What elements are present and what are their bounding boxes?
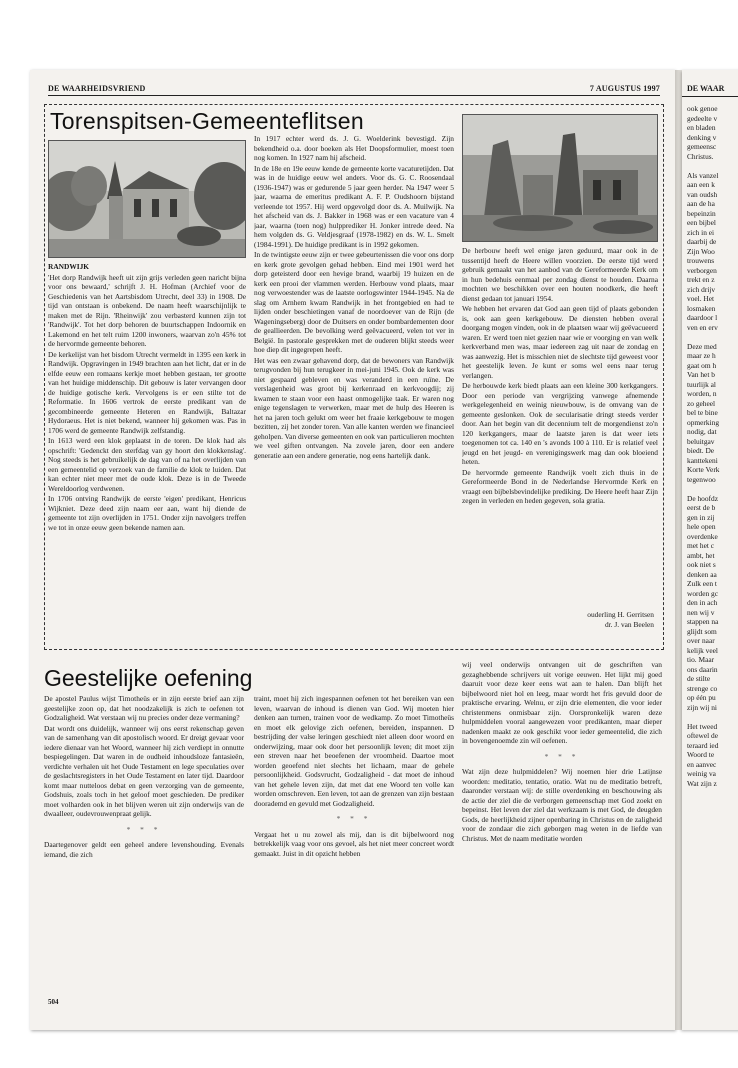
next-page-line: biedt. De [687, 446, 715, 455]
signature-author-2: dr. J. van Beelen [604, 619, 654, 629]
church-photo-randwijk [48, 140, 246, 258]
next-page-line: Zijn Woo [687, 246, 715, 256]
section-paragraph: Daartegenover geldt een geheel andere levenshouding. Evenals iemand, die zich [44, 840, 244, 859]
article-paragraph: In 1613 werd een klok geplaatst in de toren. De klok had als opschrift: 'Gedenckt den sterfdag van gy hoort den klokkenslag'. Nog steeds is het gebruikelijk de dag van of na het overlijden van een gemeentelid op verzoek van de familie de klok te luiden. Dat kan echter niet meer met de oude klok. Deze is in de Tweede Wereldoorlog verdwenen. [48, 436, 246, 493]
next-page-line: Woord te [687, 750, 715, 759]
article-paragraph: In 1917 echter werd ds. J. G. Woelderink bevestigd. Zijn bekendheid o.a. door boeken als Het Doopsformulier, moest toen nog komen. In 1927 nam hij afscheid. [254, 134, 454, 162]
signature-author-1: ouderling H. Gerritsen [587, 610, 654, 619]
next-page-line: en bladen [687, 123, 716, 132]
article-paragraph: 'Het dorp Randwijk heeft uit zijn grijs verleden geen naricht bijna voor ons bewaard,' schrijft J. H. Hofman (Archief voor de Geschiedenis van het Aartsbisdom Utrecht, deel 33) in 1908. De tijd van ontstaan is onbekend. De naam heeft waarschijnlijk te maken met de Rijn. 'Rheinwijk' zou verbasterd kunnen zijn tot 'Randwijk'. Tot het dorp behoren de buurtschappen Indoornik en Lakemond en het telt ruim 1200 inwoners, waarvan zo'n 45% tot de hervormde gemeente behoren. [48, 272, 246, 348]
next-page-line: denken aa [687, 569, 717, 579]
article-title: Torenspitsen-Gemeenteflitsen [50, 108, 364, 134]
next-page-line: gedeelte v [687, 113, 718, 123]
next-page-line: nodig, dat [687, 427, 717, 436]
next-page-line: nen wij v [687, 607, 715, 617]
article-paragraph: De kerkelijst van het bisdom Utrecht vermeldt in 1395 een kerk in Randwijk. Opgravingen in 1949 brachten aan het licht, dat er in de elfde eeuw een romaans kerkje moet hebben gestaan, ter grootte van het huidige middenschip. Dit gebouw is later vervangen door de huidige gotische kerk. Vervolgens is er een stilte tot de Reformatie. In 1606 vertrok de eerste predikant van de gecombineerde gemeente Heteren en Randwijk, Baltazar Hydoraeus. Het is niet bekend, wanneer hij gekomen was. Pas in 1706 werd de gemeente Randwijk zelfstandig. [48, 349, 246, 435]
next-page-line: ven en erv [687, 322, 718, 332]
section-column-3 [462, 660, 662, 990]
next-page-line: Van het b [687, 370, 715, 379]
next-page-line: Korte Verk [687, 465, 720, 474]
next-page-line: zich drijv [687, 284, 716, 294]
next-page-line: voel. Het [687, 294, 715, 303]
next-page-line: glijdt som [687, 626, 717, 636]
next-page-line: en aanvec [687, 759, 717, 769]
next-page-line: Zulk een t [687, 579, 717, 588]
next-page-line: Als vanzel [687, 170, 719, 180]
next-page-line: bel te bine [687, 408, 718, 417]
section-column-1 [44, 694, 244, 990]
next-page-line: over naar [687, 636, 715, 645]
next-page-line: teraard ied [687, 740, 719, 750]
article-paragraph: In de twintigste eeuw zijn er twee gebeurtenissen die voor ons dorp en kerk grote gevolgen gehad hebben. Eind mei 1901 werd het dorp geteisterd door een hevige brand, waarbij 19 huizen en de kerk een prooi der vlammen werden. Herbouw vond plaats, maar nog verwoestender was de laatste oorlogswinter 1944-1945. Na de slag om Arnhem kwam Randwijk in het frontgebied en had te lijden onder beschietingen vanaf de noordoever van de Rijn (de Wageningseberg) door de Duitsers en onder bombardementen door de geallieerden. De bevolking werd geëvacueerd, velen tot ver in België. In pastorale gesprekken met de ouderen blijkt steeds weer hoe diep dit ingegrepen heeft. [254, 250, 454, 354]
next-page-line: maar ze h [687, 351, 716, 360]
next-page-line: overdenke [687, 531, 718, 541]
section-paragraph: Vergaat het u nu zowel als mij, dan is dit bijbelwoord nog betrekkelijk vaag voor ons gevoel, als het niet meer concreet wordt gemaakt. Juist in dit opzicht hebben [254, 829, 454, 858]
next-page-line: stappen na [687, 617, 719, 626]
article-paragraph: We hebben het ervaren dat God aan geen tijd of plaats gebonden is, ook aan geen kerkgebouw. De diensten hebben overal doorgang mogen vinden, ook in de plaatsen waar wij geëvacueerd waren. Er werd toen niet gezien naar wie er voorging en van welk kerkverband men was, maar iedereen zag uit naar de zondag en was aanwezig. Het is misschien niet de slechtste tijd geweest voor het geestelijk leven. Je kunt er soms wel eens naar terug verlangen. [462, 304, 658, 380]
next-page-line: daardoor l [687, 313, 718, 322]
next-page-line: zijn wij ni [687, 702, 717, 712]
next-page-line: gen in zij [687, 512, 715, 522]
article-signature [462, 610, 654, 629]
next-page-line: tio. Maar [687, 655, 715, 664]
publication-name: DE WAARHEIDSVRIEND [48, 84, 146, 93]
next-page-line: op één pu [687, 693, 716, 702]
page-gutter [675, 70, 682, 1030]
article-paragraph: Het was een zwaar gehavend dorp, dat de bewoners van Randwijk terugvonden bij hun terugkeer in mei-juni 1945. Ook de kerk was niet gespaard gebleven en was veranderd in een ruïne. De verslagenheid was groot bij kerkenraad en kerkvoogdij; zij kwamen te staan voor een haast onmogelijke taak. Er waren nog enige tegenslagen te verwerken, maar met de hulp des Heeren is het na jaren toch gelukt om weer het fraaie kerkgebouw te mogen bezitten, zij het zonder toren. Van alle kanten werden we financieel geholpen. Van diverse gemeenten en ook van particulieren mochten we veel giften ontvangen. Na zovele jaren, door een andere generatie aan een andere generatie, nog eens hartelijk dank. [254, 355, 454, 460]
section-title: Geestelijke oefening [44, 665, 253, 691]
article-subheading: RANDWIJK [48, 262, 90, 271]
next-page-line: De hoofdz [687, 493, 718, 503]
article-paragraph: In de 18e en 19e eeuw kende de gemeente korte vacaturetijden. Dat was in de huidige eeuw wel anders. Voor ds. G. C. Roosendaal (1936-1947) was er gedurende 5 jaar geen herder. Na 1947 weer 5 jaar, waarna de emeritus predikant A. F. P. Oudshoorn bijstand verleende tot 1957. Hij werd opgevolgd door ds. A. Muilwijk. Na het afscheid van ds. J. Bakker in 1968 was er een vacature van 4 jaar, waarna (toen nog) hulpprediker H. Jonker intrede deed. Na hem volgden ds. G. Veldjesgraaf (1978-1982) en ds. W. L. Smelt (1984-1991). De huidige predikant is in 1992 gekomen. [254, 163, 454, 249]
next-page-line: kanttekeni [687, 455, 718, 465]
next-page-line: den in ach [687, 598, 718, 607]
section-paragraph: Dat wordt ons duidelijk, wanneer wij ons eerst rekenschap geven van de samenhang van dit apostolisch woord. Er dreigt gevaar voor iedere dienaar van het Woord, wanneer hij zich verdiept in onnutte bespiegelingen. Dat waren in de oudheid inhoudsloze fantasieën, verdichte verhalen uit het Oude Testament en lege speculaties over de geslachtsregisters in het Oude Testament en later tijd. Daardoor komt maar nutteloos debat en geen verzorging van de gemeente, Godshuis, zoals toch in het geloof moet geschieden. De prediker moet volharden ook in het blijven weren uit zijn onderwijs van de dwaalleer, oudevrouwenpraat gelijk. [44, 723, 244, 818]
page-number: 504 [48, 998, 59, 1006]
church-ruin-photo [462, 114, 658, 242]
next-page-line: met het c [687, 541, 715, 550]
section-paragraph: De apostel Paulus wijst Timotheüs er in zijn eerste brief aan zijn geestelijke zoon op, dat het noodzakelijk is zich te oefenen tot Godzaligheid. Wat verstaan wij nu precies onder deze vermaning? [44, 694, 244, 722]
next-page-line: hele open [687, 522, 716, 531]
next-page-line: eerst de b [687, 503, 716, 512]
article-column-2 [254, 134, 454, 644]
next-page-line: worden, n [687, 389, 717, 398]
next-page-line: een bijbel [687, 218, 716, 227]
next-page-line: ook genoe [687, 104, 718, 113]
next-page-line: gemeensc [687, 142, 717, 151]
next-page-line: trekt en z [687, 275, 715, 284]
next-page-line: bepeinzin [687, 208, 716, 218]
next-page-edge [682, 70, 738, 1030]
next-page-line: strenge co [687, 683, 718, 693]
next-page-line: de stilte [687, 674, 711, 683]
next-page-line: ook niet s [687, 560, 716, 569]
next-page-line: Wat zijn z [687, 778, 717, 788]
next-page-header: DE WAAR [687, 84, 725, 93]
section-divider: * * * [544, 751, 580, 761]
next-page-line: zich in ei [687, 227, 715, 237]
section-divider: * * * [126, 824, 162, 834]
next-page-line: Deze med [687, 341, 717, 351]
next-page-line: oftewel de [687, 731, 718, 740]
issue-date: 7 AUGUSTUS 1997 [589, 84, 660, 93]
next-page-line: tegenwoo [687, 474, 716, 484]
article-paragraph: In 1706 ontving Randwijk de eerste 'eigen' predikant, Henricus Wijkniet. Deze deed zijn naam eer aan, want hij diende de gemeente tot zijn overlijden in 1751. Onder zijn navolgers treffen we tot in onze eeuw geen bekende namen aan. [48, 494, 246, 532]
next-page-line: beluitgav [687, 436, 715, 446]
section-paragraph: wij veel onderwijs ontvangen uit de geschriften van gezaghebbende schrijvers uit vorige eeuwen. Het lijkt mij goed daaruit voor deze keer eens wat aan te halen. Dan blijft het bijbelwoord niet hol en leeg, maar wordt het fris gevuld door de praktische ervaring. Welnu, er zijn drie elementen, die voor ieder christenmens onmisbaar zijn. Oorspronkelijk waren deze hulpmiddelen vooral aangewezen voor predikanten, maar dieper nadenken maakt ze ook geschikt voor ieder gemeentelid, die zich in bovengenoemde zin wil oefenen. [462, 660, 662, 745]
next-page-line: Christus. [687, 151, 714, 161]
section-paragraph: Wat zijn deze hulpmiddelen? Wij noemen hier drie Latijnse woorden: meditatio, tentatio, oratio. Wat nu de meditatio betreft, daaronder verstaan wij: de stille overdenking en beschouwing als de actie der ziel die de verborgen gemeenschap met God zoekt en bepeinst. Het leven der ziel dat werkzaam is met God, de deugden Gods, de heerlijkheid zijner openbaring in Christus en de zaligheid voor de zondaar die zich geborgen mag weten in de liefde van Christus. Met de naam meditatie worden [462, 767, 662, 843]
next-page-line: opmerking [687, 417, 720, 427]
next-page-line: worden gc [687, 588, 718, 598]
next-page-line: van oudsh [687, 189, 718, 199]
next-page-rule [682, 96, 738, 97]
next-page-line: trouwens [687, 256, 715, 265]
next-page-line: aan de ha [687, 199, 715, 208]
next-page-line: ambt, het [687, 550, 715, 560]
article-paragraph: De hervormde gemeente Randwijk voelt zich thuis in de Gereformeerde Bond in de Nederlandse Hervormde Kerk en vraagt een bijbelsbevindelijke prediking. De Heere heeft haar Zijn zegen in verleden en heden gegeven, sola gratia. [462, 467, 658, 505]
section-paragraph: traint, moet hij zich ingespannen oefenen tot het bereiken van een leven, waarvan de inhoud is dienen van God. Wij moeten hier denken aan turnen, trainen voor de wedkamp. Zo moet Timotheüs en moet elk gelovige zich oefenen, bereiden, inspannen. D bestrijding der valse leringen geschiedt niet alleen door woord en onderwijzing, maar ook door het persoonlijk leven; dit moet zijn een streven naar het beoefenen der vroomheid. Daartoe moet worden geoefend niet slechts het lichaam, maar de gehele persoonlijkheid. Godsvrucht, Godzaligheid - dat moet de inhoud van het gehele leven zijn, dat met dat ene Woord ten volle kan worden omschreven. Een leven, tot aan de grenzen van zijn bestaan doorademd en gevuld met Godzaligheid. [254, 694, 454, 808]
article-paragraph: De herbouwde kerk biedt plaats aan een kleine 300 kerkgangers. Door een periode van vergrijzing vanwege afnemende werkgelegenheid en weinig nieuwbouw, is de omvang van de gemeente geslonken. Ook de secularisatie dringt steeds verder door. Aan het begin van dit decennium telt de morgendienst zo'n 120 kerkgangers, maar de laatste jaren is dat weer iets toegenomen tot ca. 140 en 's avonds 100 à 110. Er is relatief veel jeugd en het jeugd- en verenigingswerk mag dan ook bloeiend heten. [462, 381, 658, 466]
next-page-line: daarbij de [687, 237, 717, 246]
next-page-line: Het tweed [687, 721, 718, 731]
next-page-line: weinig va [687, 769, 716, 778]
article-column-3 [462, 246, 658, 594]
section-column-2 [254, 694, 454, 990]
running-head [48, 84, 660, 96]
next-page-line: zo geheel [687, 398, 716, 408]
next-page-line: aan een k [687, 180, 715, 189]
next-page-line: tuurlijk al [687, 379, 716, 389]
article-paragraph: De herbouw heeft wel enige jaren geduurd, maar ook in de tussentijd heeft de Heere willen voorzien. De eerste tijd werd gebruik gemaakt van het aanbod van de Gereformeerde Kerk om in hun bedehuis eenmaal per zondag dienst te houden. Daarna mochten we beschikken over een houten noodkerk, die heeft dienst gedaan tot januari 1954. [462, 246, 658, 303]
next-page-line: gaat om h [687, 360, 717, 370]
next-page-line: kelijk veel [687, 645, 718, 655]
next-page-line: losmaken [687, 303, 716, 313]
article-column-1 [48, 262, 246, 644]
next-page-line: ons daarin [687, 664, 718, 674]
section-divider: * * * [336, 814, 372, 823]
next-page-line: denking v [687, 132, 717, 142]
next-page-line: verborgen [687, 265, 717, 275]
